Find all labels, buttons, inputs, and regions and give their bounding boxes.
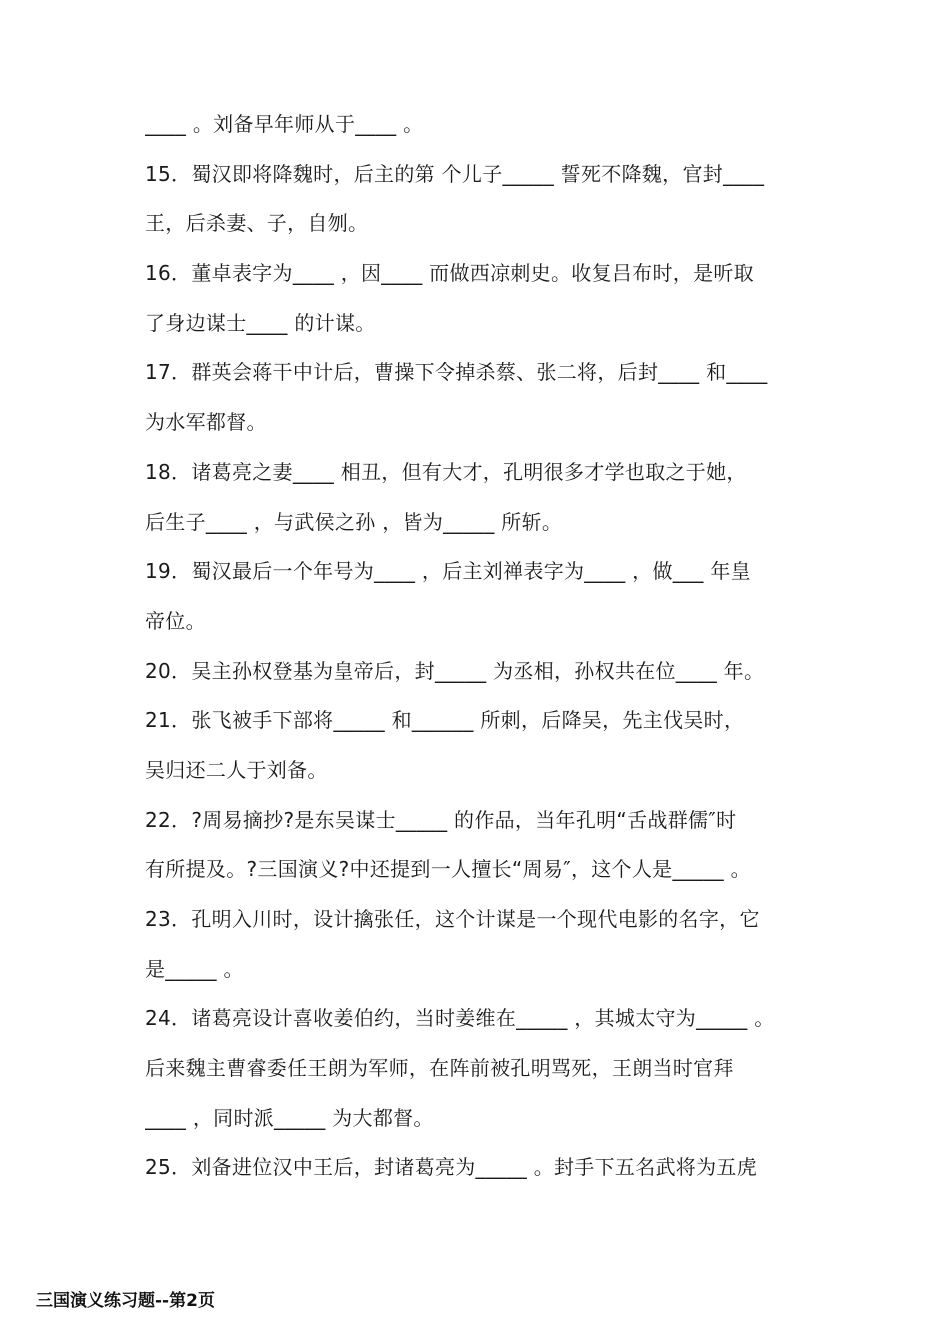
text-line: 22．?周易摘抄?是东吴谋士_____ 的作品，当年孔明“舌战群儒″时 xyxy=(145,807,737,832)
question-text xyxy=(145,100,825,1193)
text-line: 王，后杀妻、子，自刎。 xyxy=(145,211,369,236)
text-line: 20．吴主孙权登基为皇帝后，封_____ 为丞相，孙权共在位____ 年。 xyxy=(145,658,765,683)
text-line: 为水军都督。 xyxy=(145,410,267,435)
text-line: ____ ，同时派_____ 为大都督。 xyxy=(145,1105,434,1130)
page-footer: 三国演义练习题--第2页 xyxy=(36,1291,215,1311)
text-line: 了身边谋士____ 的计谋。 xyxy=(145,310,376,335)
text-line: 15．蜀汉即将降魏时，后主的第 个儿子_____ 誓死不降魏，官封____ xyxy=(145,161,765,186)
text-line: 25．刘备进位汉中王后，封诸葛亮为_____ 。封手下五名武将为五虎 xyxy=(145,1155,758,1180)
text-line: 吴归还二人于刘备。 xyxy=(145,757,328,782)
text-line: 16．董卓表字为____ ，因____ 而做西凉刺史。收复吕布时，是听取 xyxy=(145,261,754,286)
text-line: 帝位。 xyxy=(145,608,206,633)
text-line: 21．张飞被手下部将_____ 和______ 所刺，后降吴，先主伐吴时， xyxy=(145,708,745,733)
text-line: 是_____ 。 xyxy=(145,956,244,981)
text-line: 24．诸葛亮设计喜收姜伯约，当时姜维在_____ ，其城太守为_____ 。 xyxy=(145,1006,775,1031)
text-line: 有所提及。?三国演义?中还提到一人擅长“周易″，这个人是_____ 。 xyxy=(145,857,751,882)
text-line: ____ 。刘备早年师从于____ 。 xyxy=(145,112,424,136)
text-line: 17．群英会蒋干中计后，曹操下令掉杀蔡、张二将，后封____ 和____ xyxy=(145,360,768,385)
text-line: 后生子____ ，与武侯之孙 ，皆为_____ 所斩。 xyxy=(145,509,563,534)
text-line: 18．诸葛亮之妻____ 相丑，但有大才，孔明很多才学也取之于她， xyxy=(145,459,747,484)
text-line: 后来魏主曹睿委任王朗为军师，在阵前被孔明骂死，王朗当时官拜 xyxy=(145,1056,734,1081)
text-line: 19．蜀汉最后一个年号为____ ，后主刘禅表字为____ ，做___ 年皇 xyxy=(145,559,751,584)
text-line: 23．孔明入川时，设计擒张任，这个计谋是一个现代电影的名字，它 xyxy=(145,907,760,931)
